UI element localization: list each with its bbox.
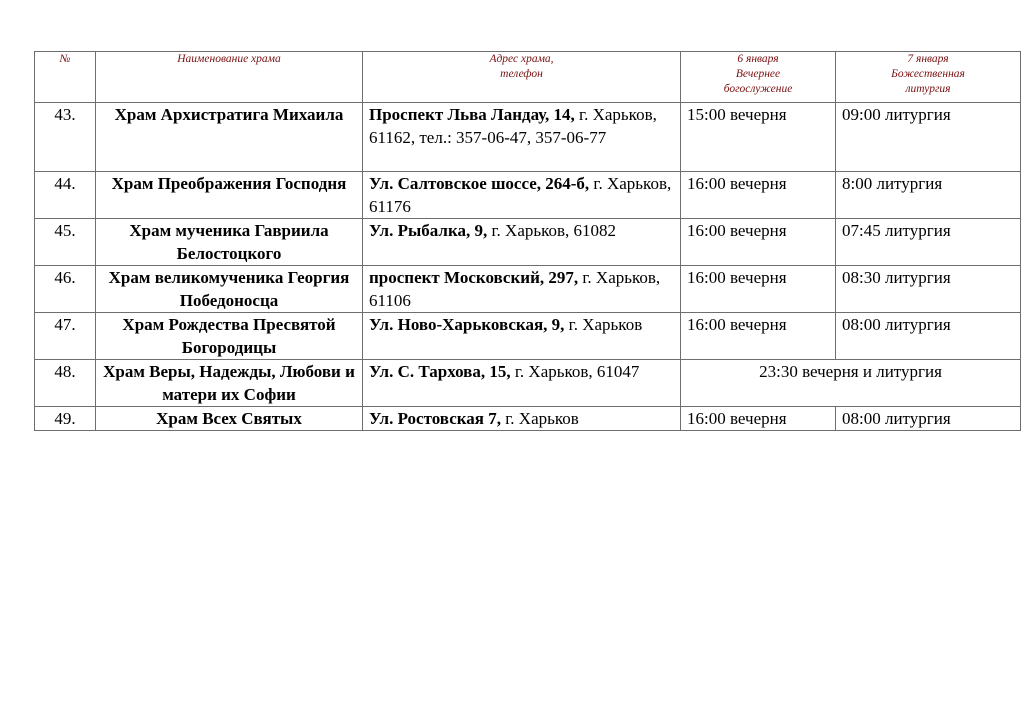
church-address: Ул. Ростовская 7, г. Харьков xyxy=(363,407,681,431)
church-name: Храм Преображения Господня xyxy=(96,172,363,219)
table-row xyxy=(35,172,1021,219)
church-name: Храм Всех Святых xyxy=(96,407,363,431)
header-jan7: 7 января Божественная литургия xyxy=(836,52,1021,103)
table-row xyxy=(35,266,1021,313)
row-number: 46. xyxy=(35,266,96,313)
row-number: 44. xyxy=(35,172,96,219)
church-address: Ул. С. Тархова, 15, г. Харьков, 61047 xyxy=(363,360,681,407)
row-number: 49. xyxy=(35,407,96,431)
church-address: Ул. Ново-Харьковская, 9, г. Харьков xyxy=(363,313,681,360)
table-header-row xyxy=(35,52,1021,103)
evening-service: 16:00 вечерня xyxy=(681,266,836,313)
liturgy-time: 09:00 литургия xyxy=(836,103,1021,172)
table-row xyxy=(35,407,1021,431)
liturgy-time: 8:00 литургия xyxy=(836,172,1021,219)
church-name: Храм великомученика Георгия Победоносца xyxy=(96,266,363,313)
row-number: 47. xyxy=(35,313,96,360)
evening-service: 15:00 вечерня xyxy=(681,103,836,172)
table-row xyxy=(35,103,1021,172)
header-church-name: Наименование храма xyxy=(96,52,363,103)
header-jan6: 6 января Вечернее богослужение xyxy=(681,52,836,103)
row-number: 43. xyxy=(35,103,96,172)
table-row xyxy=(35,219,1021,266)
evening-service: 16:00 вечерня xyxy=(681,219,836,266)
church-name: Храм Архистратига Михаила xyxy=(96,103,363,172)
liturgy-time: 07:45 литургия xyxy=(836,219,1021,266)
church-address: Ул. Салтовское шоссе, 264-б, г. Харьков, 61176 xyxy=(363,172,681,219)
table-row xyxy=(35,360,1021,407)
combined-service: 23:30 вечерня и литургия xyxy=(681,360,1021,407)
liturgy-time: 08:00 литургия xyxy=(836,313,1021,360)
evening-service: 16:00 вечерня xyxy=(681,407,836,431)
church-name: Храм Веры, Надежды, Любови и матери их Софии xyxy=(96,360,363,407)
church-name: Храм Рождества Пресвятой Богородицы xyxy=(96,313,363,360)
header-number: № xyxy=(35,52,96,103)
liturgy-time: 08:30 литургия xyxy=(836,266,1021,313)
evening-service: 16:00 вечерня xyxy=(681,172,836,219)
table-row xyxy=(35,313,1021,360)
evening-service: 16:00 вечерня xyxy=(681,313,836,360)
row-number: 48. xyxy=(35,360,96,407)
liturgy-time: 08:00 литургия xyxy=(836,407,1021,431)
schedule-table xyxy=(34,51,1021,431)
row-number: 45. xyxy=(35,219,96,266)
church-address: Ул. Рыбалка, 9, г. Харьков, 61082 xyxy=(363,219,681,266)
header-address: Адрес храма, телефон xyxy=(363,52,681,103)
church-address: проспект Московский, 297, г. Харьков, 61106 xyxy=(363,266,681,313)
church-address: Проспект Льва Ландау, 14, г. Харьков, 61162, тел.: 357-06-47, 357-06-77 xyxy=(363,103,681,172)
church-name: Храм мученика Гавриила Белостоцкого xyxy=(96,219,363,266)
